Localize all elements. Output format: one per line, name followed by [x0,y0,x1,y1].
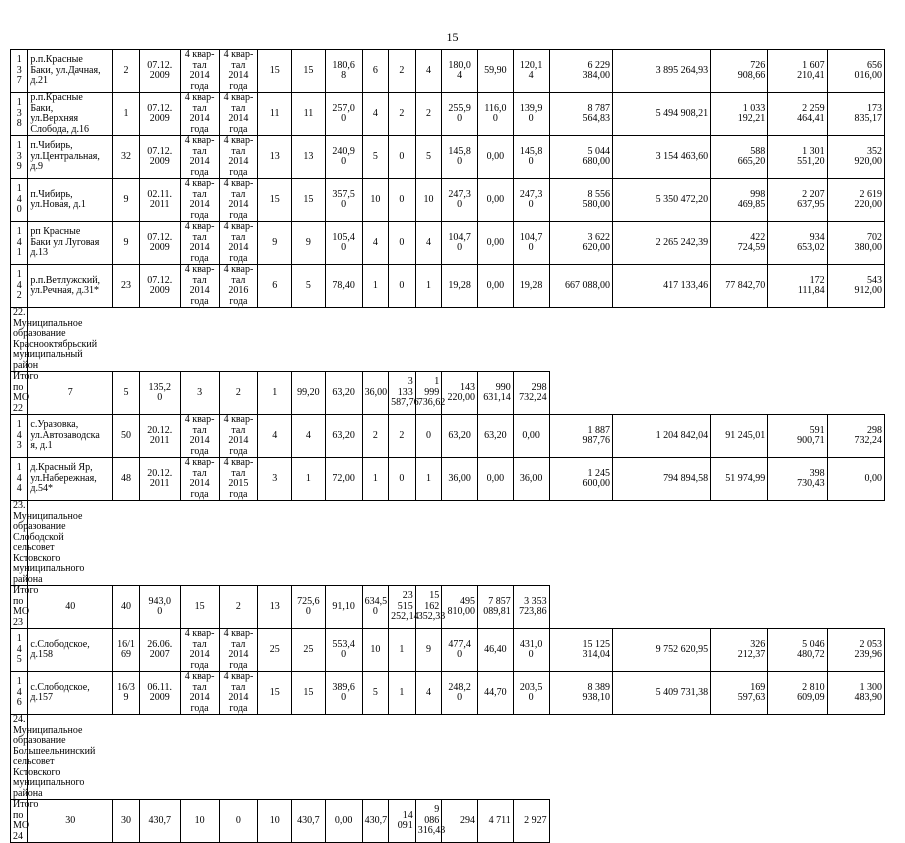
cell-col-8: 11 [292,93,326,136]
cell-col-13: 430,7 [292,800,326,843]
cell-col-10: 2 [362,415,389,458]
address-cell: с.Слободское, д.158 [28,629,113,672]
cell-col-18: 294 [442,800,478,843]
cell-col-7: 15 [258,50,292,93]
cell-col-15: 120,1 4 [513,50,549,93]
cell-col-13: 63,20 [442,415,478,458]
total-label: Итого по МО 23 [11,586,28,629]
cell-col-10: 10 [180,800,219,843]
cell-col-17: 3 154 463,60 [612,136,710,179]
cell-col-11: 2 [389,415,416,458]
cell-col-9: 430,7 [139,800,180,843]
date-cell: 26.06. 2007 [139,629,180,672]
cell-col-9: 63,20 [325,415,362,458]
cell-col-10: 10 [362,179,389,222]
cell-col-10: 4 [362,222,389,265]
cell-col-11: 0 [389,179,416,222]
cell-col-8: 25 [292,629,326,672]
cell-col-17: 9 752 620,95 [612,629,710,672]
address-cell: с.Уразовка, ул.Автозаводска я, д.1 [28,415,113,458]
cell-col-14: 63,20 [478,415,514,458]
cell-col-19: 1 607 210,41 [768,50,827,93]
row-number: 1 3 8 [11,93,28,136]
cell-col-10: 3 [180,372,219,415]
document-number-cell: 9 [113,222,140,265]
cell-col-16: 23 515 252,14 [389,586,416,629]
cell-col-14: 0,00 [478,222,514,265]
cell-col-20: 702 380,00 [827,222,884,265]
row-number: 1 4 6 [11,672,28,715]
section-title: 22. Муниципальное образование Краснооктябрьский муниципальный район [11,308,28,372]
planned-date-cell: 4 квар- тал 2014 года [180,179,219,222]
date-cell: 07.12. 2009 [139,50,180,93]
cell-col-20: 1 300 483,90 [827,672,884,715]
cell-col-20: 2 053 239,96 [827,629,884,672]
planned-end-date-cell: 4 квар- тал 2014 года [219,672,258,715]
cell-col-10: 1 [362,458,389,501]
table-row [11,415,885,458]
planned-date-cell: 4 квар- тал 2014 года [180,629,219,672]
cell-col-17: 5 494 908,21 [612,93,710,136]
date-cell: 06.11. 2009 [139,672,180,715]
page-number: 15 [446,30,459,44]
cell-col-19: 7 857 089,81 [478,586,514,629]
planned-end-date-cell: 4 квар- тал 2014 года [219,179,258,222]
cell-col-9: 389,6 0 [325,672,362,715]
document-number-cell: 16/1 69 [113,629,140,672]
table-row [11,179,885,222]
cell-col-11: 2 [389,93,416,136]
section-header-row [11,715,885,800]
cell-col-19: 2 810 609,09 [768,672,827,715]
cell-col-13: 36,00 [442,458,478,501]
cell-col-15: 431,0 0 [513,629,549,672]
planned-date-cell: 4 квар- тал 2014 года [180,265,219,308]
cell-col-8: 1 [292,458,326,501]
cell-col-12: 10 [415,179,442,222]
cell-col-9: 943,0 0 [139,586,180,629]
cell-col-12: 4 [415,672,442,715]
cell-col-19: 2 207 637,95 [768,179,827,222]
cell-col-11: 0 [219,800,258,843]
cell-col-18: 169 597,63 [711,672,768,715]
cell-col-15: 104,7 0 [513,222,549,265]
cell-col-8: 15 [292,50,326,93]
row-number: 1 4 4 [11,458,28,501]
row-number: 1 4 3 [11,415,28,458]
cell-col-18: 326 212,37 [711,629,768,672]
cell-col-14: 116,0 0 [478,93,514,136]
document-number-cell: 1 [113,93,140,136]
cell-col-17: 1 999 736,62 [415,372,442,415]
cell-col-8: 4 [292,415,326,458]
cell-col-19: 172 111,84 [768,265,827,308]
cell-col-18: 51 974,99 [711,458,768,501]
cell-col-10: 4 [362,93,389,136]
address-cell: р.п.Ветлужский, ул.Речная, д.31* [28,265,113,308]
cell-col-7: 7 [28,372,113,415]
cell-col-10: 10 [362,629,389,672]
planned-date-cell: 4 квар- тал 2014 года [180,415,219,458]
cell-col-20: 2 927 [513,800,549,843]
table-row [11,672,885,715]
cell-col-15: 203,5 0 [513,672,549,715]
cell-col-10: 5 [362,672,389,715]
row-number: 1 4 0 [11,179,28,222]
cell-col-11: 2 [219,586,258,629]
table-row [11,50,885,93]
date-cell: 07.12. 2009 [139,136,180,179]
cell-col-7: 3 [258,458,292,501]
planned-date-cell: 4 квар- тал 2014 года [180,222,219,265]
cell-col-12: 13 [258,586,292,629]
cell-col-11: 0 [389,136,416,179]
cell-col-7: 30 [28,800,113,843]
cell-col-13: 247,3 0 [442,179,478,222]
cell-col-17: 794 894,58 [612,458,710,501]
cell-col-16: 8 389 938,10 [549,672,612,715]
document-number-cell: 48 [113,458,140,501]
cell-col-8: 15 [292,179,326,222]
total-row [11,586,885,629]
cell-col-20: 3 353 723,86 [513,586,549,629]
cell-col-16: 8 787 564,83 [549,93,612,136]
cell-col-13: 180,0 4 [442,50,478,93]
cell-col-17: 15 162 352,33 [415,586,442,629]
cell-col-16: 3 133 587,76 [389,372,416,415]
planned-end-date-cell: 4 квар- тал 2014 года [219,50,258,93]
cell-col-9: 257,0 0 [325,93,362,136]
table-row [11,629,885,672]
cell-col-20: 2 619 220,00 [827,179,884,222]
cell-col-14: 63,20 [325,372,362,415]
cell-col-15: 247,3 0 [513,179,549,222]
cell-col-15: 36,00 [362,372,389,415]
cell-col-13: 19,28 [442,265,478,308]
cell-col-20: 298 732,24 [513,372,549,415]
section-title: 23. Муниципальное образование Слободской сельсовет Кстовского муниципального района [11,501,28,586]
cell-col-16: 14 091 [389,800,416,843]
cell-col-13: 145,8 0 [442,136,478,179]
table-body [11,50,885,843]
address-cell: п.Чибирь, ул.Центральная, д.9 [28,136,113,179]
cell-col-11: 1 [389,629,416,672]
address-cell: р.п.Красные Баки, ул.Дачная, д.21 [28,50,113,93]
cell-col-17: 3 895 264,93 [612,50,710,93]
section-header-row [11,501,885,586]
section-title: 24. Муниципальное образование Большеельнинский сельсовет Кстовского муниципального района [11,715,28,800]
cell-col-17: 2 265 242,39 [612,222,710,265]
cell-col-17: 5 409 731,38 [612,672,710,715]
cell-col-14: 44,70 [478,672,514,715]
cell-col-12: 1 [415,265,442,308]
table-row [11,136,885,179]
cell-col-20: 173 835,17 [827,93,884,136]
cell-col-19: 5 046 480,72 [768,629,827,672]
housing-table [10,49,885,843]
planned-end-date-cell: 4 квар- тал 2014 года [219,136,258,179]
date-cell: 20.12. 2011 [139,415,180,458]
document-number-cell: 32 [113,136,140,179]
cell-col-13: 255,9 0 [442,93,478,136]
cell-col-10: 6 [362,50,389,93]
cell-col-13: 477,4 0 [442,629,478,672]
cell-col-20: 352 920,00 [827,136,884,179]
cell-col-13: 248,2 0 [442,672,478,715]
cell-col-12: 0 [415,415,442,458]
planned-date-cell: 4 квар- тал 2014 года [180,136,219,179]
cell-col-16: 1 887 987,76 [549,415,612,458]
cell-col-13: 104,7 0 [442,222,478,265]
document-number-cell: 23 [113,265,140,308]
cell-col-16: 8 556 580,00 [549,179,612,222]
cell-col-12: 4 [415,50,442,93]
cell-col-8: 5 [113,372,140,415]
cell-col-18: 422 724,59 [711,222,768,265]
planned-date-cell: 4 квар- тал 2014 года [180,93,219,136]
cell-col-14: 0,00 [325,800,362,843]
cell-col-16: 3 622 620,00 [549,222,612,265]
cell-col-15: 19,28 [513,265,549,308]
row-number: 1 4 5 [11,629,28,672]
table-row [11,265,885,308]
cell-col-14: 0,00 [478,136,514,179]
cell-col-16: 6 229 384,00 [549,50,612,93]
cell-col-7: 13 [258,136,292,179]
planned-end-date-cell: 4 квар- тал 2014 года [219,415,258,458]
cell-col-15: 36,00 [513,458,549,501]
cell-col-18: 1 033 192,21 [711,93,768,136]
cell-col-11: 1 [389,672,416,715]
planned-end-date-cell: 4 квар- тал 2014 года [219,222,258,265]
date-cell: 07.12. 2009 [139,93,180,136]
cell-col-11: 2 [389,50,416,93]
cell-col-9: 180,6 8 [325,50,362,93]
planned-end-date-cell: 4 квар- тал 2015 года [219,458,258,501]
cell-col-8: 5 [292,265,326,308]
cell-col-20: 656 016,00 [827,50,884,93]
cell-col-20: 298 732,24 [827,415,884,458]
cell-col-20: 0,00 [827,458,884,501]
cell-col-18: 143 220,00 [442,372,478,415]
cell-col-14: 0,00 [478,179,514,222]
cell-col-18: 588 665,20 [711,136,768,179]
row-number: 1 3 7 [11,50,28,93]
cell-col-18: 495 810,00 [442,586,478,629]
cell-col-14: 91,10 [325,586,362,629]
total-row [11,372,885,415]
cell-col-7: 15 [258,179,292,222]
cell-col-17: 1 204 842,04 [612,415,710,458]
total-row [11,800,885,843]
cell-col-17: 9 086 316,43 [415,800,442,843]
cell-col-8: 40 [113,586,140,629]
cell-col-18: 91 245,01 [711,415,768,458]
address-cell: д.Красный Яр, ул.Набережная, д.54* [28,458,113,501]
document-number-cell: 50 [113,415,140,458]
cell-col-19: 2 259 464,41 [768,93,827,136]
cell-col-7: 4 [258,415,292,458]
cell-col-7: 6 [258,265,292,308]
cell-col-12: 2 [415,93,442,136]
cell-col-15: 0,00 [513,415,549,458]
cell-col-16: 15 125 314,04 [549,629,612,672]
document-number-cell: 2 [113,50,140,93]
cell-col-19: 990 631,14 [478,372,514,415]
cell-col-14: 0,00 [478,265,514,308]
date-cell: 20.12. 2011 [139,458,180,501]
cell-col-18: 77 842,70 [711,265,768,308]
cell-col-19: 934 653,02 [768,222,827,265]
cell-col-7: 9 [258,222,292,265]
cell-col-9: 240,9 0 [325,136,362,179]
cell-col-9: 105,4 0 [325,222,362,265]
cell-col-11: 0 [389,458,416,501]
document-number-cell: 9 [113,179,140,222]
cell-col-16: 5 044 680,00 [549,136,612,179]
cell-col-8: 9 [292,222,326,265]
cell-col-12: 4 [415,222,442,265]
cell-col-18: 726 908,66 [711,50,768,93]
cell-col-12: 1 [415,458,442,501]
section-header-row [11,308,885,372]
cell-col-10: 1 [362,265,389,308]
cell-col-9: 135,2 0 [139,372,180,415]
cell-col-12: 5 [415,136,442,179]
cell-col-15: 145,8 0 [513,136,549,179]
cell-col-10: 5 [362,136,389,179]
cell-col-20: 543 912,00 [827,265,884,308]
cell-col-15: 634,5 0 [362,586,389,629]
cell-col-11: 0 [389,222,416,265]
cell-col-9: 357,5 0 [325,179,362,222]
table-row [11,222,885,265]
planned-date-cell: 4 квар- тал 2014 года [180,672,219,715]
cell-col-11: 0 [389,265,416,308]
date-cell: 07.12. 2009 [139,222,180,265]
cell-col-19: 4 711 [478,800,514,843]
cell-col-7: 25 [258,629,292,672]
table-row [11,458,885,501]
total-label: Итого по МО 24 [11,800,28,843]
row-number: 1 4 2 [11,265,28,308]
total-label: Итого по МО 22 [11,372,28,415]
table-row [11,93,885,136]
cell-col-18: 998 469,85 [711,179,768,222]
cell-col-10: 15 [180,586,219,629]
planned-date-cell: 4 квар- тал 2014 года [180,458,219,501]
cell-col-19: 398 730,43 [768,458,827,501]
address-cell: с.Слободское, д.157 [28,672,113,715]
planned-end-date-cell: 4 квар- тал 2014 года [219,93,258,136]
cell-col-14: 59,90 [478,50,514,93]
document-number-cell: 16/3 9 [113,672,140,715]
cell-col-8: 13 [292,136,326,179]
cell-col-8: 30 [113,800,140,843]
cell-col-13: 725,6 0 [292,586,326,629]
cell-col-12: 9 [415,629,442,672]
cell-col-19: 1 301 551,20 [768,136,827,179]
row-number: 1 3 9 [11,136,28,179]
cell-col-12: 10 [258,800,292,843]
cell-col-15: 139,9 0 [513,93,549,136]
cell-col-7: 11 [258,93,292,136]
cell-col-8: 15 [292,672,326,715]
date-cell: 07.12. 2009 [139,265,180,308]
planned-end-date-cell: 4 квар- тал 2016 года [219,265,258,308]
cell-col-7: 15 [258,672,292,715]
planned-end-date-cell: 4 квар- тал 2014 года [219,629,258,672]
planned-date-cell: 4 квар- тал 2014 года [180,50,219,93]
cell-col-19: 591 900,71 [768,415,827,458]
address-cell: рп Красные Баки ул Луговая д.13 [28,222,113,265]
cell-col-11: 2 [219,372,258,415]
row-number: 1 4 1 [11,222,28,265]
cell-col-16: 667 088,00 [549,265,612,308]
date-cell: 02.11. 2011 [139,179,180,222]
cell-col-13: 99,20 [292,372,326,415]
cell-col-14: 0,00 [478,458,514,501]
cell-col-7: 40 [28,586,113,629]
cell-col-9: 72,00 [325,458,362,501]
cell-col-17: 5 350 472,20 [612,179,710,222]
cell-col-9: 78,40 [325,265,362,308]
address-cell: п.Чибирь, ул.Новая, д.1 [28,179,113,222]
cell-col-12: 1 [258,372,292,415]
cell-col-14: 46,40 [478,629,514,672]
cell-col-15: 430,7 [362,800,389,843]
cell-col-16: 1 245 600,00 [549,458,612,501]
address-cell: р.п.Красные Баки, ул.Верхняя Слобода, д.16 [28,93,113,136]
cell-col-17: 417 133,46 [612,265,710,308]
cell-col-9: 553,4 0 [325,629,362,672]
